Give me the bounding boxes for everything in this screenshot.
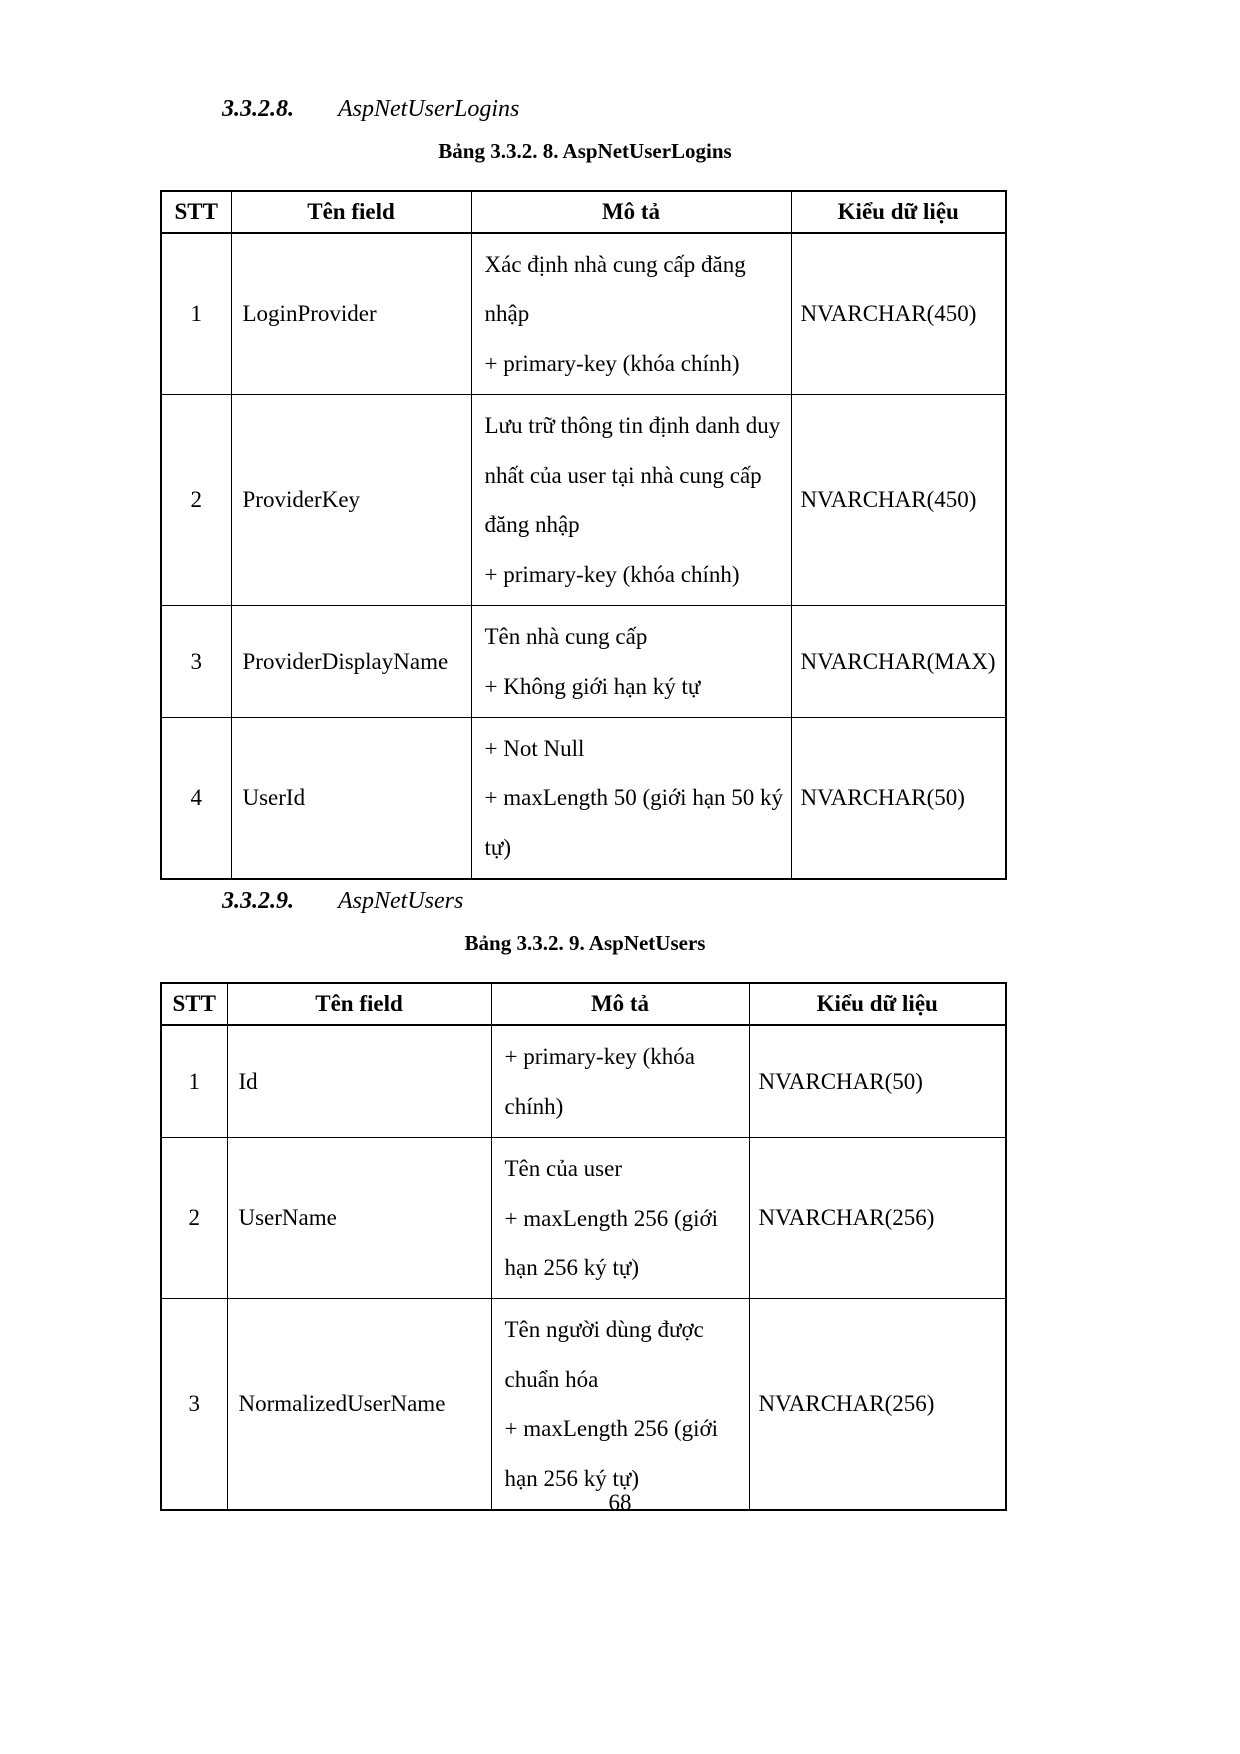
table-row xyxy=(161,1025,1006,1137)
column-header-stt: STT xyxy=(161,191,231,233)
table-row xyxy=(161,1138,1006,1299)
table-aspnetusers xyxy=(160,982,1007,1511)
column-header-type: Kiểu dữ liệu xyxy=(749,983,1006,1025)
stt-cell: 3 xyxy=(161,1299,227,1510)
field-cell: UserName xyxy=(227,1138,491,1299)
column-header-type: Kiểu dữ liệu xyxy=(791,191,1006,233)
desc-line: + Không giới hạn ký tự xyxy=(484,673,701,699)
field-cell: ProviderDisplayName xyxy=(231,606,471,718)
table-header-row xyxy=(161,191,1006,233)
desc-line: Tên nhà cung cấp xyxy=(484,624,648,650)
column-header-field: Tên field xyxy=(231,191,471,233)
table-row xyxy=(161,1299,1006,1510)
dtype-cell: NVARCHAR(256) xyxy=(749,1299,1006,1510)
table-caption: Bảng 3.3.2. 8. AspNetUserLogins xyxy=(438,139,732,163)
field-cell: ProviderKey xyxy=(231,395,471,606)
field-cell: NormalizedUserName xyxy=(227,1299,491,1510)
desc-line: + maxLength 50 (giới hạn 50 ký tự) xyxy=(484,785,784,860)
desc-line: + maxLength 256 (giới hạn 256 ký tự) xyxy=(504,1416,719,1491)
page-number: 68 xyxy=(608,1490,632,1515)
section-heading-3328 xyxy=(222,96,1010,123)
column-header-field: Tên field xyxy=(227,983,491,1025)
desc-line: + primary-key (khóa chính) xyxy=(484,350,740,376)
table-row xyxy=(161,606,1006,718)
desc-cell xyxy=(471,233,791,395)
desc-line: + maxLength 256 (giới hạn 256 ký tự) xyxy=(504,1205,719,1280)
page-content xyxy=(160,96,1010,1519)
dtype-cell: NVARCHAR(450) xyxy=(791,395,1006,606)
desc-line: + Not Null xyxy=(484,735,585,761)
dtype-cell: NVARCHAR(50) xyxy=(791,717,1006,879)
desc-cell xyxy=(491,1138,749,1299)
desc-cell xyxy=(491,1299,749,1510)
stt-cell: 4 xyxy=(161,717,231,879)
desc-line: Lưu trữ thông tin định danh duy nhất của user tại nhà cung cấp đăng nhập xyxy=(484,413,781,538)
stt-cell: 1 xyxy=(161,1025,227,1137)
desc-line: Tên người dùng được chuẩn hóa xyxy=(504,1317,704,1392)
heading-title: AspNetUserLogins xyxy=(338,96,520,122)
table-header-row xyxy=(161,983,1006,1025)
stt-cell: 1 xyxy=(161,233,231,395)
field-cell: UserId xyxy=(231,717,471,879)
desc-line: Xác định nhà cung cấp đăng nhập xyxy=(484,252,746,327)
table-caption: Bảng 3.3.2. 9. AspNetUsers xyxy=(464,931,706,956)
dtype-cell: NVARCHAR(50) xyxy=(749,1025,1006,1137)
desc-cell xyxy=(471,606,791,718)
stt-cell: 3 xyxy=(161,606,231,718)
field-cell: Id xyxy=(227,1025,491,1137)
section-heading-3329 xyxy=(222,888,1010,915)
dtype-cell: NVARCHAR(MAX) xyxy=(791,606,1006,718)
table-row xyxy=(161,233,1006,395)
column-header-desc: Mô tả xyxy=(491,983,749,1025)
field-cell: LoginProvider xyxy=(231,233,471,395)
dtype-cell: NVARCHAR(450) xyxy=(791,233,1006,395)
heading-title: AspNetUsers xyxy=(338,888,464,915)
stt-cell: 2 xyxy=(161,395,231,606)
column-header-desc: Mô tả xyxy=(471,191,791,233)
desc-cell xyxy=(471,395,791,606)
desc-line: Tên của user xyxy=(504,1156,622,1182)
desc-line: + primary-key (khóa chính) xyxy=(484,561,740,587)
column-header-stt: STT xyxy=(161,983,227,1025)
desc-cell xyxy=(471,717,791,879)
table-row xyxy=(161,717,1006,879)
stt-cell: 2 xyxy=(161,1138,227,1299)
heading-number: 3.3.2.9. xyxy=(222,888,294,915)
table-row xyxy=(161,395,1006,606)
heading-number: 3.3.2.8. xyxy=(222,96,294,122)
desc-cell xyxy=(491,1025,749,1137)
desc-line: + primary-key (khóa chính) xyxy=(504,1044,696,1119)
dtype-cell: NVARCHAR(256) xyxy=(749,1138,1006,1299)
table-aspnetuserlogins xyxy=(160,190,1007,880)
